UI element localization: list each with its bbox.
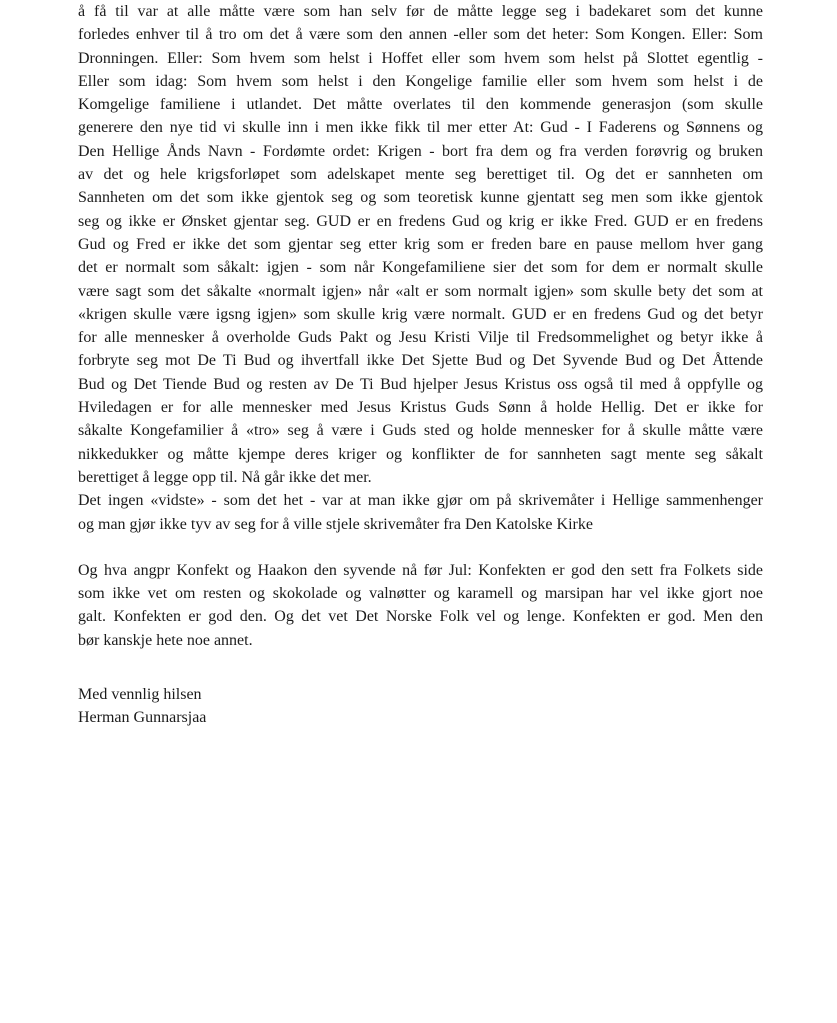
- text-line: Sannheten om det som ikke gjentok seg og som teoretisk kunne gjentatt seg men som ikke gjentok: [78, 189, 763, 207]
- text-line: Eller som idag: Som hvem som helst i den Kongelige familie eller som hvem som helst i de: [78, 72, 763, 90]
- text-line: Den Hellige Ånds Navn - Fordømte ordet: Krigen - bort fra dem og fra verden forøvrig og bruken: [78, 142, 763, 160]
- text-line: seg og ikke er Ønsket gjentar seg. GUD er en fredens Gud og krig er ikke Fred. GUD er en fredens: [78, 212, 763, 230]
- signature: [78, 683, 763, 730]
- text-line: Hviledagen er for alle mennesker med Jesus Kristus Guds Sønn å holde Hellig. Det er ikke for: [78, 399, 763, 417]
- text-line: Gud og Fred er ikke det som gjentar seg etter krig som er freden bare en pause mellom hver gang: [78, 235, 763, 253]
- body-paragraph-2: [78, 489, 763, 536]
- text-line: av det og hele krigsforløpet som adelskapet mente seg berettiget til. Og det er sannheten om: [78, 166, 763, 184]
- text-line: for alle mennesker å overholde Guds Pakt og Jesu Kristi Vilje til Fredsommelighet og betyr ikke å: [78, 329, 763, 347]
- text-line: forledes enhver til å tro om det å være som den annen -eller som det heter: Som Kongen. Eller: Som: [78, 26, 763, 44]
- text-line: Det ingen «vidste» - som det het - var at man ikke gjør om på skrivemåter i Hellige sammenhenger: [78, 492, 763, 510]
- text-line: berettiget å legge opp til. Nå går ikke det mer.: [78, 468, 372, 486]
- text-line: å få til var at alle måtte være som han selv før de måtte legge seg i badekaret som det kunne: [78, 3, 763, 20]
- body-paragraph-3: [78, 559, 763, 652]
- text-line: være sagt som det såkalte «normalt igjen» når «alt er som normalt igjen» som skulle bety det som at: [78, 282, 763, 300]
- text-line: generere den nye tid vi skulle inn i men ikke fikk til mer etter At: Gud - I Faderens og Sønnens og: [78, 119, 763, 137]
- text-line: som ikke vet om resten og skokolade og valnøtter og karamell og marsipan har vel ikke gjort noe: [78, 585, 763, 603]
- text-line: bør kanskje hete noe annet.: [78, 631, 253, 649]
- letter-body: [78, 0, 763, 730]
- body-paragraph-1: [78, 0, 763, 489]
- text-line: forbryte seg mot De Ti Bud og ihvertfall ikke Det Sjette Bud og Det Syvende Bud og Det Åttende: [78, 352, 763, 370]
- text-line: Med vennlig hilsen: [78, 686, 202, 704]
- text-line: nikkedukker og måtte kjempe deres kriger og konflikter de for sannheten sagt mente seg såkalt: [78, 445, 763, 463]
- text-line: Bud og Det Tiende Bud og resten av De Ti Bud hjelper Jesus Kristus oss også til med å oppfylle og: [78, 375, 763, 393]
- text-line: Dronningen. Eller: Som hvem som helst i Hoffet eller som hvem som helst på Slottet egentlig -: [78, 49, 763, 67]
- text-line: «krigen skulle være igsng igjen» som skulle krig være normalt. GUD er en fredens Gud og det betyr: [78, 305, 763, 323]
- text-line: Herman Gunnarsjaa: [78, 709, 207, 727]
- text-line: Og hva angpr Konfekt og Haakon den syvende nå før Jul: Konfekten er god den sett fra Folkets side: [78, 561, 763, 579]
- text-line: og man gjør ikke tyv av seg for å ville stjele skrivemåter fra Den Katolske Kirke: [78, 515, 593, 533]
- text-line: det er normalt som såkalt: igjen - som når Kongefamiliene sier det som for dem er normalt skulle: [78, 259, 763, 277]
- text-line: galt. Konfekten er god den. Og det vet Det Norske Folk vel og lenge. Konfekten er god. Men den: [78, 608, 763, 626]
- text-line: såkalte Kongefamilier å «tro» seg å være i Guds sted og holde mennesker for å skulle måtte være: [78, 422, 763, 440]
- text-line: Komgelige familiene i utlandet. Det måtte overlates til den kommende generasjon (som skulle: [78, 96, 763, 114]
